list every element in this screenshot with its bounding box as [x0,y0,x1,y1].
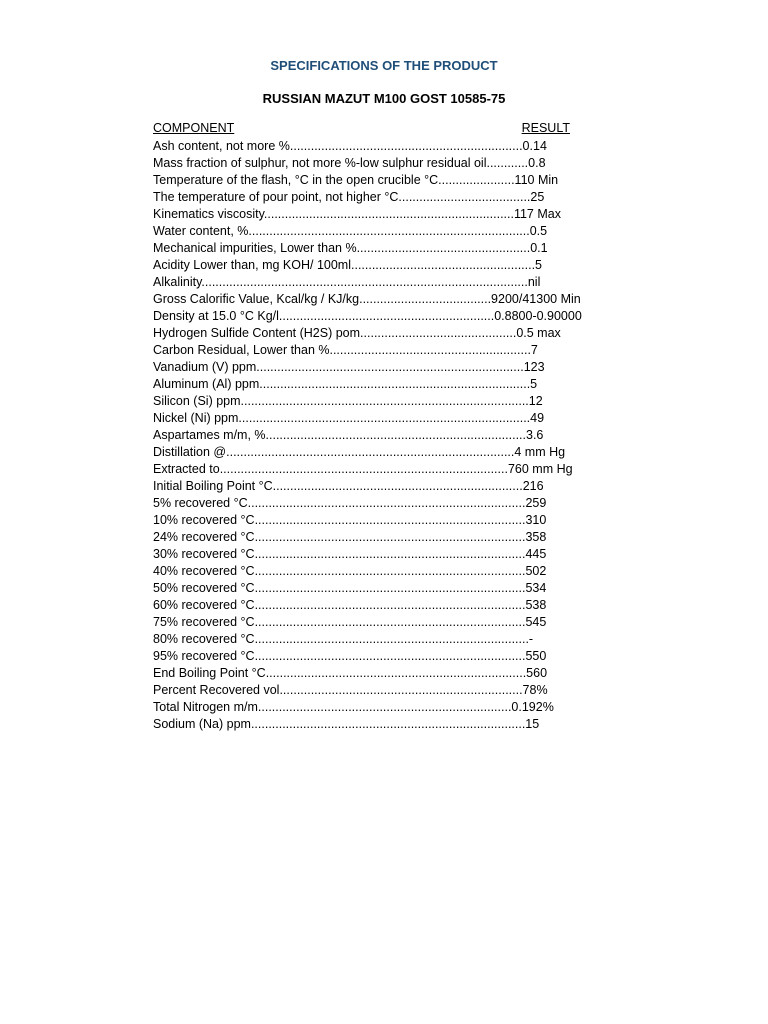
spec-row: Percent Recovered vol......................................................................78% [153,683,548,697]
document-title: SPECIFICATIONS OF THE PRODUCT [270,58,498,73]
spec-row: 30% recovered °C..............................................................................445 [153,547,547,561]
spec-row: 80% recovered °C...............................................................................- [153,632,534,646]
component-header: COMPONENT [153,121,235,135]
spec-row: Extracted to...................................................................................760 mm Hg [153,462,573,476]
document-subtitle: RUSSIAN MAZUT M100 GOST 10585-75 [262,91,506,106]
spec-row: Acidity Lower than, mg KOH/ 100ml.....................................................5 [153,258,543,272]
spec-row: 50% recovered °C..............................................................................534 [153,581,547,595]
spec-row: 60% recovered °C..............................................................................538 [153,598,547,612]
spec-row: 10% recovered °C..............................................................................310 [153,513,547,527]
spec-row: Density at 15.0 °C Kg/l..............................................................0.8800-0.90000 [153,309,582,323]
spec-row: Mass fraction of sulphur, not more %-low sulphur residual oil............0.8 [153,156,546,170]
spec-row: 75% recovered °C..............................................................................545 [153,615,547,629]
spec-row: Vanadium (V) ppm.............................................................................123 [153,360,545,374]
spec-row: Sodium (Na) ppm...............................................................................15 [153,717,540,731]
spec-row: Nickel (Ni) ppm....................................................................................49 [153,411,545,425]
table-header [153,121,570,138]
spec-row: Water content, %.................................................................................0.5 [153,224,548,238]
spec-row: Total Nitrogen m/m.........................................................................0.192% [153,700,554,714]
spec-row: Hydrogen Sulfide Content (H2S) pom.............................................0.5 max [153,326,561,340]
spec-row: The temperature of pour point, not higher °C......................................25 [153,190,545,204]
spec-row: 95% recovered °C..............................................................................550 [153,649,547,663]
spec-row: 40% recovered °C..............................................................................502 [153,564,547,578]
spec-row: 5% recovered °C................................................................................259 [153,496,547,510]
spec-row: Aspartames m/m, %...........................................................................3.6 [153,428,544,442]
spec-row: Silicon (Si) ppm...................................................................................12 [153,394,543,408]
spec-row: Alkalinity..............................................................................................nil [153,275,541,289]
spec-row: 24% recovered °C..............................................................................358 [153,530,547,544]
spec-row: Kinematics viscosity........................................................................117 Max [153,207,561,221]
spec-row: Carbon Residual, Lower than %..........................................................7 [153,343,538,357]
spec-row: Aluminum (Al) ppm..............................................................................5 [153,377,538,391]
spec-row: Gross Calorific Value, Kcal/kg / KJ/kg......................................9200/41300 Min [153,292,581,306]
spec-row: End Boiling Point °C...........................................................................560 [153,666,548,680]
spec-row: Mechanical impurities, Lower than %..................................................0.1 [153,241,548,255]
specifications-list [153,138,582,733]
spec-row: Temperature of the flash, °C in the open crucible °C......................110 Min [153,173,559,187]
spec-row: Ash content, not more %...................................................................0.14 [153,139,547,153]
spec-row: Distillation @...................................................................................4 mm Hg [153,445,566,459]
result-header: RESULT [521,121,570,135]
spec-row: Initial Boiling Point °C........................................................................216 [153,479,544,493]
